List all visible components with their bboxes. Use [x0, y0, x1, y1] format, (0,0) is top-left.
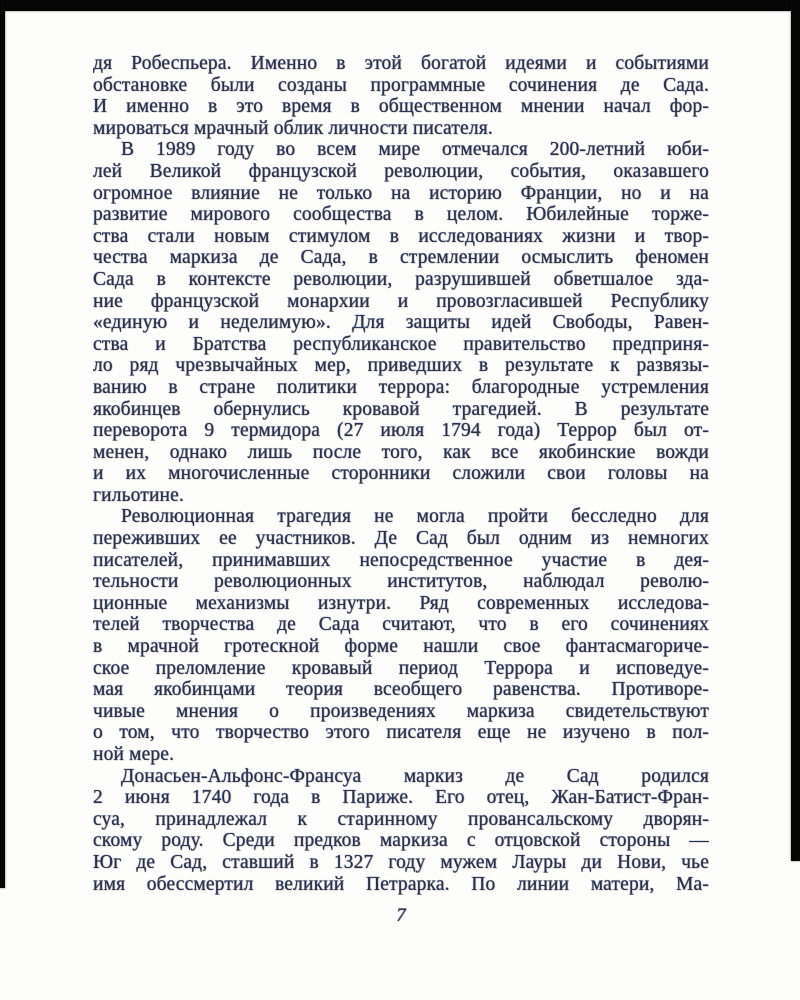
text-line: писателей, принимавших непосредственное участие в дея-	[93, 549, 709, 571]
text-line: Юг де Сад, ставший в 1327 году мужем Лауры ди Нови, чье	[93, 851, 709, 873]
text-line: огромное влияние не только на историю Франции, но и на	[93, 182, 709, 204]
text-line: ванию в стране политики террора: благородные устремления	[93, 376, 709, 398]
paragraph	[93, 506, 709, 765]
text-line: мироваться мрачный облик личности писателя.	[93, 117, 493, 139]
text-line: Сада в контексте революции, разрушившей обветшалое зда-	[93, 268, 709, 290]
text-line: имя обессмертил великий Петрарка. По линии матери, Ма-	[93, 873, 709, 895]
scan-border-top	[0, 0, 800, 11]
text-line: ское преломление кровавый период Террора и исповедуе-	[93, 657, 709, 679]
text-line: развитие мирового сообщества в целом. Юбилейные торже-	[93, 204, 709, 226]
text-line: мая якобинцами теория всеобщего равенства. Противоре-	[93, 679, 709, 701]
text-line: чивые мнения о произведениях маркиза свидетельствуют	[93, 700, 709, 722]
text-line: ционные механизмы изнутри. Ряд современных исследова-	[93, 592, 709, 614]
scan-border-left	[0, 0, 5, 888]
text-line: переворота 9 термидора (27 июля 1794 года) Террор был от-	[93, 420, 709, 442]
text-line: скому роду. Среди предков маркиза с отцовской стороны —	[93, 830, 709, 852]
text-line: ства стали новым стимулом в исследованиях жизни и твор-	[93, 225, 709, 247]
text-line: чества маркиза де Сада, в стремлении осмыслить феномен	[93, 247, 709, 269]
text-line: переживших ее участников. Де Сад был одним из немногих	[93, 528, 709, 550]
text-line: Донасьен-Альфонс-Франсуа маркиз де Сад родился	[121, 765, 709, 787]
text-line: тельности революционных институтов, наблюдал револю-	[93, 571, 709, 593]
text-line: менен, однако лишь после того, как все якобинские вожди	[93, 441, 709, 463]
scan-border-right	[791, 0, 800, 861]
text-line: в мрачной гротескной форме нашли свое фантасмагориче-	[93, 636, 709, 658]
text-line: лей Великой французской революции, события, оказавшего	[93, 160, 709, 182]
paragraph	[93, 139, 709, 506]
text-line: ства и Братства республиканское правительство предприня-	[93, 333, 709, 355]
page-number: 7	[396, 905, 406, 926]
text-line: ной мере.	[93, 744, 175, 765]
text-line: И именно в это время в общественном мнении начал фор-	[93, 96, 709, 118]
text-line: ло ряд чрезвычайных мер, приведших в результате к развязы-	[93, 355, 709, 377]
text-line: ние французской монархии и провозгласившей Республику	[93, 290, 709, 312]
text-line: В 1989 году во всем мире отмечался 200-летний юби-	[121, 139, 709, 161]
text-line: Революционная трагедия не могла пройти бесследно для	[121, 506, 709, 528]
paragraph	[93, 53, 709, 139]
paragraph	[93, 766, 709, 896]
text-line: «единую и неделимую». Для защиты идей Свободы, Равен-	[93, 312, 709, 334]
text-line: суа, принадлежал к старинному провансальскому дворян-	[93, 808, 709, 830]
text-line: якобинцев обернулись кровавой трагедией. В результате	[93, 398, 709, 420]
text-line: о том, что творчество этого писателя еще не изучено в пол-	[93, 722, 709, 744]
text-line: дя Робеспьера. Именно в этой богатой идеями и событиями	[93, 53, 709, 74]
text-line: 2 июня 1740 года в Париже. Его отец, Жан-Батист-Фран-	[93, 787, 709, 809]
page-text-block	[93, 53, 709, 895]
text-line: и их многочисленные сторонники сложили свои головы на	[93, 463, 709, 485]
text-line: гильотине.	[93, 484, 184, 506]
text-line: обстановке были созданы программные сочинения де Сада.	[93, 74, 709, 96]
text-line: телей творчества де Сада считают, что в его сочинениях	[93, 614, 709, 636]
